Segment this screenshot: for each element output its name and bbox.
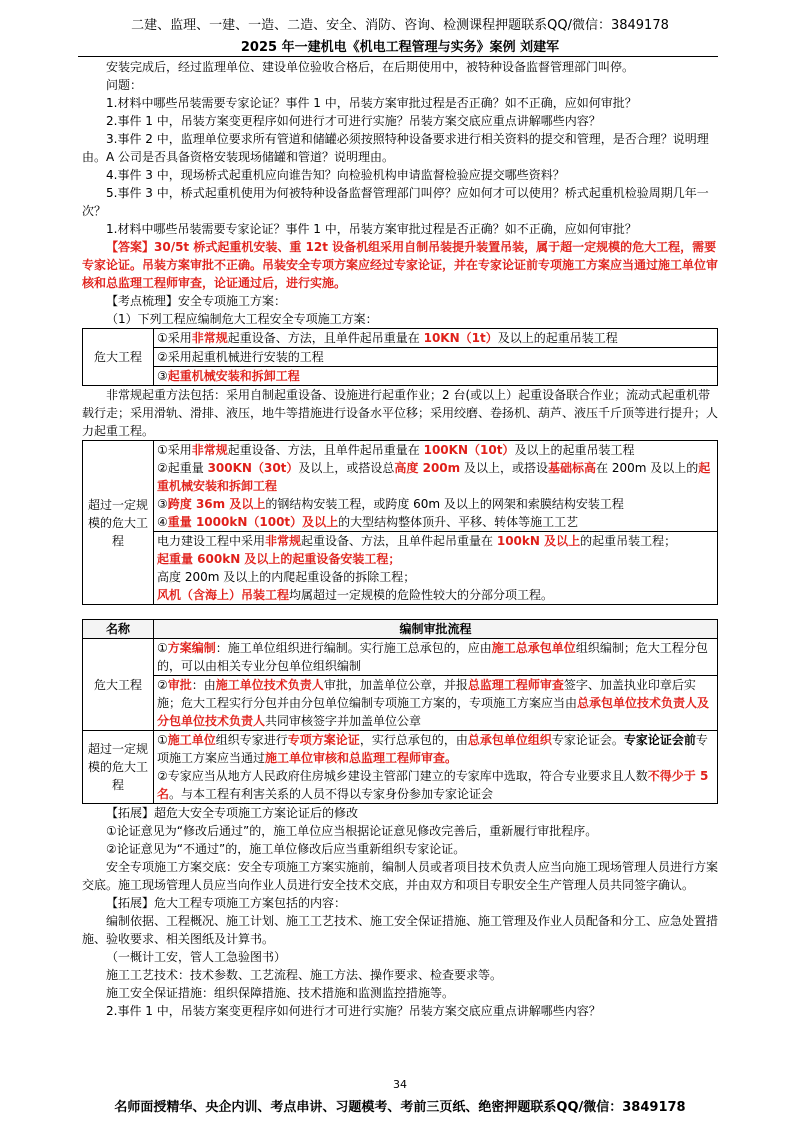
approval-danger-2: ②审批：由施工单位技术负责人审批，加盖单位公章，并报总监理工程师审查签字、加盖执业印章后实施；危大工程实行分包并由分包单位编制专项施工方案的，专项施工方案应当由总承包单位技术负责人及分包单位技术负责人共同审核签字并加盖单位公章 bbox=[154, 676, 718, 731]
over-item-4: ④重量 1000kN（100t）及以上的大型结构整体顶升、平移、转体等施工工艺 bbox=[157, 515, 579, 529]
safety-paragraph: 施工安全保证措施：组织保障措施、技术措施和监测监控措施等。 bbox=[106, 986, 455, 1000]
question-1-repeat: 1.材料中哪些吊装需要专家论证？事件 1 中，吊装方案审批过程是否正确？如不正确，应如何审批？ bbox=[106, 222, 637, 236]
answer-text: 【答案】30/5t 桥式起重机安装、重 12t 设备机组采用自制吊装提升装置吊装，属于超一定规模的危大工程，需要专家论证。吊装方案审批不正确。吊装安全专项方案应经过专家论证，并在专家论证前专项施工方案应当通过施工单位审核和总监理工程师审查，论证通过后，进行实施。 bbox=[82, 240, 719, 290]
power-item-2: 起重量 600kN 及以上的起重设备安装工程； bbox=[157, 552, 401, 566]
over-scale-label: 超过一定规模的危大工程 bbox=[83, 441, 154, 605]
approval-over-label: 超过一定规模的危大工程 bbox=[83, 731, 154, 804]
over-item-1: ①采用非常规起重设备、方法，且单件起吊重量在 100KN（10t）及以上的起重吊装工程 bbox=[157, 443, 635, 457]
power-construction-items bbox=[154, 532, 718, 605]
danger-row-3: ③起重机械安装和拆卸工程 bbox=[154, 367, 718, 386]
approval-over-2: ②专家应当从地方人民政府住房城乡建设主管部门建立的专家库中选取，符合专业要求且人数不得少于 5 名。与本工程有利害关系的人员不得以专家身份参加专家论证会 bbox=[157, 769, 709, 801]
col-header-process: 编制审批流程 bbox=[154, 620, 718, 639]
danger-row-2: ②采用起重机械进行安装的工程 bbox=[154, 348, 718, 367]
keypoint-subtitle: （1）下列工程应编制危大工程安全专项施工方案： bbox=[106, 312, 378, 326]
question-2-repeat: 2.事件 1 中，吊装方案变更程序如何进行才可进行实施？吊装方案交底应重点讲解哪些内容？ bbox=[106, 1004, 601, 1018]
header-divider bbox=[78, 56, 718, 57]
approval-process-table bbox=[82, 619, 718, 804]
extension-1-item-1: ①论证意见为“修改后通过”的，施工单位应当根据论证意见修改完善后，重新履行审批程序。 bbox=[106, 824, 598, 838]
disclosure-paragraph: 安全专项施工方案交底：安全专项施工方案实施前，编制人员或者项目技术负责人应当向施工现场管理人员进行方案交底。施工现场管理人员应当向作业人员进行安全技术交底，并由双方和项目专职安全生产管理人员共同签字确认。 bbox=[82, 860, 719, 892]
extension-2-title: 【拓展】危大工程专项施工方案包括的内容： bbox=[106, 896, 347, 910]
over-scale-table bbox=[82, 440, 718, 605]
approval-danger-1: ①方案编制：施工单位组织进行编制。实行施工总承包的，应由施工总承包单位组织编制；危大工程分包的，可以由相关专业分包单位组织编制 bbox=[154, 639, 718, 676]
danger-row-1: ①采用非常规起重设备、方法，且单件起吊重量在 10KN（1t）及以上的起重吊装工程 bbox=[154, 329, 718, 348]
question-4: 4.事件 3 中，现场桥式起重机应向谁告知？向检验机构申请监督检验应提交哪些资料？ bbox=[106, 168, 565, 182]
over-scale-items bbox=[154, 441, 718, 532]
page-content bbox=[82, 58, 718, 1020]
keypoint-title: 【考点梳理】安全专项施工方案： bbox=[106, 294, 287, 308]
extension-1-item-2: ②论证意见为“不通过”的，施工单位修改后应当重新组织专家论证。 bbox=[106, 842, 466, 856]
approval-over-1: ①施工单位组织专家进行专项方案论证，实行总承包的，由总承包单位组织专家论证会。专家论证会前专项施工方案应当通过施工单位审核和总监理工程师审查。 bbox=[157, 733, 708, 765]
danger-project-table bbox=[82, 328, 718, 386]
mnemonic: （一概计工安，管人工急验图书） bbox=[106, 950, 287, 964]
intro-paragraph: 安装完成后，经过监理单位、建设单位验收合格后，在后期使用中，被特种设备监督管理部门叫停。 bbox=[106, 60, 635, 74]
footer-contact: 名师面授精华、央企内训、考点串讲、习题模考、考前三页纸、绝密押题联系QQ/微信：3849178 bbox=[114, 1100, 686, 1115]
power-item-1: 电力建设工程中采用非常规起重设备、方法，且单件起吊重量在 100kN 及以上的起重吊装工程； bbox=[157, 534, 677, 548]
danger-label: 危大工程 bbox=[83, 329, 154, 386]
approval-over-items bbox=[154, 731, 718, 804]
question-3: 3.事件 2 中，监理单位要求所有管道和储罐必须按照特种设备要求进行相关资料的提交和管理，是否合理？说明理由。A 公司是否具备资格安装现场储罐和管道？说明理由。 bbox=[82, 132, 709, 164]
tech-paragraph: 施工工艺技术：技术参数、工艺流程、施工方法、操作要求、检查要求等。 bbox=[106, 968, 503, 982]
document-title: 2025 年一建机电《机电工程管理与实务》案例 刘建军 bbox=[240, 40, 560, 55]
questions-title: 问题： bbox=[106, 78, 143, 92]
power-item-3: 高度 200m 及以上的内爬起重设备的拆除工程； bbox=[157, 570, 416, 584]
nonroutine-methods: 非常规起重方法包括：采用自制起重设备、设施进行起重作业；2 台(或以上）起重设备联合作业；流动式起重机带载行走；采用滑轨、滑排、液压，地牛等措施进行设备水平位移；采用绞磨、卷扬机、葫芦、液压千斤顶等进行提升；人力起重工程。 bbox=[82, 388, 719, 438]
power-item-4: 风机（含海上）吊装工程均属超过一定规模的危险性较大的分部分项工程。 bbox=[157, 588, 554, 602]
approval-danger-label: 危大工程 bbox=[83, 639, 154, 731]
col-header-name: 名称 bbox=[83, 620, 154, 639]
question-1: 1.材料中哪些吊装需要专家论证？事件 1 中，吊装方案审批过程是否正确？如不正确，应如何审批？ bbox=[106, 96, 637, 110]
question-5: 5.事件 3 中，桥式起重机使用为何被特种设备监督管理部门叫停？应如何才可以使用？桥式起重机检验周期几年一次？ bbox=[82, 186, 709, 218]
header-contact: 二建、监理、一建、一造、二造、安全、消防、咨询、检测课程押题联系QQ/微信：3849178 bbox=[131, 18, 669, 33]
extension-2-content: 编制依据、工程概况、施工计划、施工工艺技术、施工安全保证措施、施工管理及作业人员配备和分工、应急处置措施、验收要求、相关图纸及计算书。 bbox=[82, 914, 719, 946]
over-item-3: ③跨度 36m 及以上的钢结构安装工程，或跨度 60m 及以上的网架和索膜结构安装工程 bbox=[157, 497, 624, 511]
page-number: 34 bbox=[393, 1078, 407, 1091]
over-item-2: ②起重量 300KN（30t）及以上，或搭设总高度 200m 及以上，或搭设基础标高在 200m 及以上的起重机械安装和拆卸工程 bbox=[157, 461, 711, 493]
extension-1-title: 【拓展】超危大安全专项施工方案论证后的修改 bbox=[106, 806, 359, 820]
question-2: 2.事件 1 中，吊装方案变更程序如何进行才可进行实施？吊装方案交底应重点讲解哪些内容？ bbox=[106, 114, 601, 128]
